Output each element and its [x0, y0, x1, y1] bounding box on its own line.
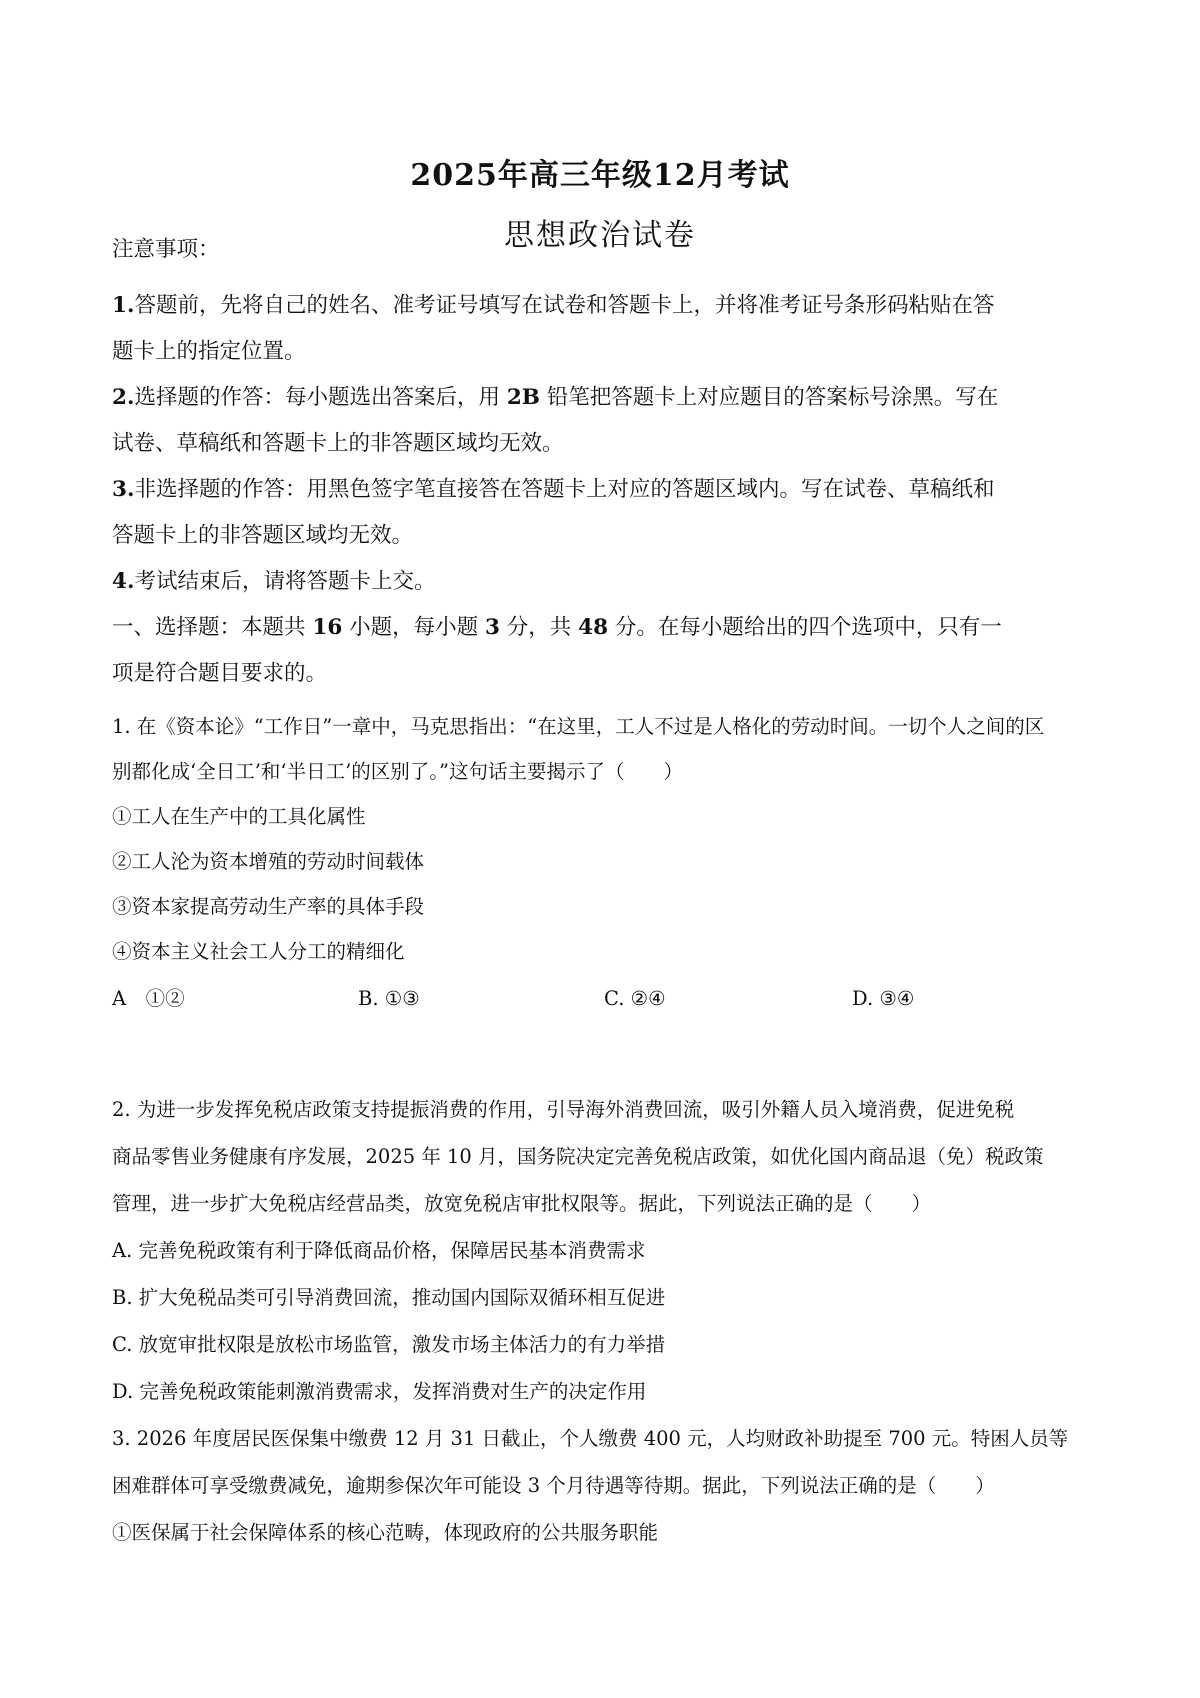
notice-item-3-num: 3.: [112, 477, 135, 502]
q1-option-b: B. ①③: [358, 987, 420, 1010]
q2-stem-line1: 2. 为进一步发挥免税店政策支持提振消费的作用，引导海外消费回流，吸引外籍人员入境消费，促进免税: [112, 1098, 1015, 1121]
section-intro-cont: 项是符合题目要求的。: [112, 661, 328, 686]
section-intro-a: 一、选择题：本题共: [112, 615, 306, 640]
q2-stem-line2: 商品零售业务健康有序发展，2025 年 10 月，国务院决定完善免税店政策，如优化国内商品退（免）税政策: [112, 1145, 1044, 1168]
section-intro: [112, 613, 1002, 643]
notice-item-4-line1: 考试结束后，请将答题卡上交。: [134, 569, 436, 594]
q2-option-a: A. 完善免税政策有利于降低商品价格，保障居民基本消费需求: [112, 1239, 646, 1262]
q3-statement-1: ①医保属于社会保障体系的核心范畴，体现政府的公共服务职能: [112, 1521, 659, 1544]
q3-stem-line2: 困难群体可享受缴费减免，逾期参保次年可能设 3 个月待遇等待期。据此，下列说法正确的是（ ）: [112, 1474, 995, 1497]
notice-item-3-cont: 答题卡上的非答题区域均无效。: [112, 523, 414, 548]
section-intro-c: 分，共: [506, 615, 572, 640]
q1-statement-4: ④资本主义社会工人分工的精细化: [112, 940, 405, 963]
q1-statement-2: ②工人沦为资本增殖的劳动时间载体: [112, 850, 425, 873]
notice-item-2-line1a: 选择题的作答：每小题选出答案后，用: [134, 385, 500, 410]
section-intro-count: 16: [312, 615, 343, 640]
q2-stem-line3: 管理，进一步扩大免税店经营品类，放宽免税店审批权限等。据此，下列说法正确的是（ ）: [112, 1192, 932, 1215]
section-intro-points: 3: [484, 615, 500, 640]
notice-item-3: [112, 475, 994, 505]
notice-item-2-line1c: 铅笔把答题卡上对应题目的答案标号涂黑。写在: [546, 385, 999, 410]
q3-stem-line1: 3. 2026 年度居民医保集中缴费 12 月 31 日截止，个人缴费 400 元，人均财政补助提至 700 元。特困人员等: [112, 1427, 1069, 1450]
q1-option-d: D. ③④: [852, 987, 915, 1010]
q1-stem-line2: 别都化成‘全日工’和‘半日工’的区别了。”这句话主要揭示了（ ）: [112, 760, 684, 783]
exam-subtitle: 思想政治试卷: [504, 218, 696, 253]
notice-item-1-cont: 题卡上的指定位置。: [112, 339, 306, 364]
notice-item-1: [112, 291, 994, 321]
notice-item-1-line1: 答题前，先将自己的姓名、准考证号填写在试卷和答题卡上，并将准考证号条形码粘贴在答: [134, 293, 995, 318]
q1-option-a: A ①②: [112, 987, 185, 1010]
notice-item-1-num: 1.: [112, 293, 135, 318]
q1-statement-3: ③资本家提高劳动生产率的具体手段: [112, 895, 425, 918]
notice-item-2: [112, 383, 998, 413]
q1-statement-1: ①工人在生产中的工具化属性: [112, 805, 366, 828]
notice-item-2-pencil: 2B: [506, 385, 540, 410]
notice-item-3-line1: 非选择题的作答：用黑色签字笔直接答在答题卡上对应的答题区域内。写在试卷、草稿纸和: [134, 477, 995, 502]
notice-item-2-cont: 试卷、草稿纸和答题卡上的非答题区域均无效。: [112, 431, 564, 456]
section-intro-total: 48: [578, 615, 609, 640]
notice-item-4: [112, 567, 435, 597]
section-intro-b: 小题，每小题: [349, 615, 479, 640]
section-intro-d: 分。在每小题给出的四个选项中，只有一: [614, 615, 1002, 640]
q2-option-d: D. 完善免税政策能刺激消费需求，发挥消费对生产的决定作用: [112, 1380, 647, 1403]
q1-option-c: C. ②④: [604, 987, 666, 1010]
q2-option-c: C. 放宽审批权限是放松市场监管，激发市场主体活力的有力举措: [112, 1333, 666, 1356]
q2-option-b: B. 扩大免税品类可引导消费回流，推动国内国际双循环相互促进: [112, 1286, 666, 1309]
exam-title: 2025年高三年级12月考试: [410, 158, 790, 193]
notice-item-4-num: 4.: [112, 569, 135, 594]
q1-stem-line1: 1. 在《资本论》“工作日”一章中，马克思指出：“在这里，工人不过是人格化的劳动时间。一切个人之间的区: [112, 715, 1045, 738]
notice-heading: 注意事项：: [112, 237, 220, 262]
notice-item-2-num: 2.: [112, 385, 135, 410]
